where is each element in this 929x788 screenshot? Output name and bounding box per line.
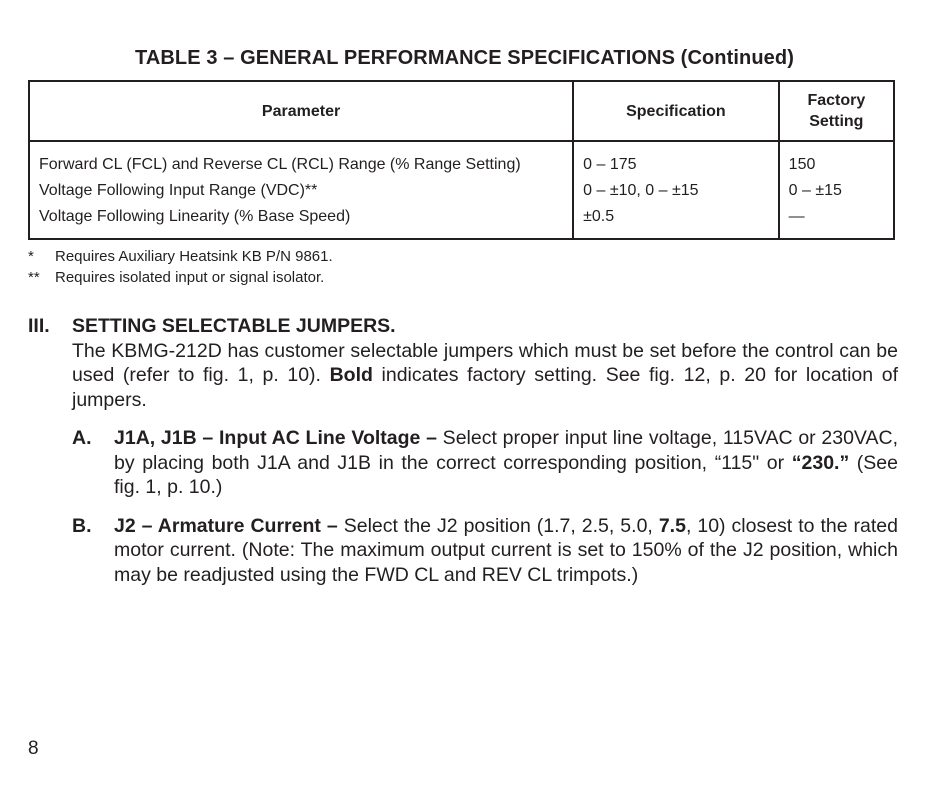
item-body xyxy=(114,514,898,588)
header-factory-line1: Factory xyxy=(807,92,866,109)
factory-cell: 150 xyxy=(788,156,816,173)
specification-cell: 0 – ±10, 0 – ±15 xyxy=(583,182,699,199)
jumper-item-j1 xyxy=(72,426,898,500)
item-bold-value: 7.5 xyxy=(658,514,686,537)
intro-text: The KBMG-212D has customer selectable jumpers which must be set before the control can be used (refer to fig. 1, p. 10). xyxy=(72,339,898,386)
item-title: J2 – Armature Current – xyxy=(114,514,338,537)
intro-text: indicates factory setting. See fig. 12, p. 20 for location of jumpers. xyxy=(72,364,899,411)
footnote-mark: * xyxy=(28,248,34,265)
parameter-cell: Voltage Following Input Range (VDC)** xyxy=(39,182,318,199)
header-factory-setting xyxy=(779,81,894,141)
footnotes xyxy=(28,246,333,288)
item-text: (See fig. 1, p. 10.) xyxy=(114,451,898,498)
header-specification: Specification xyxy=(573,81,779,141)
section-title: SETTING SELECTABLE JUMPERS. xyxy=(72,315,396,337)
jumper-item-j2 xyxy=(72,514,898,588)
jumper-section xyxy=(28,314,898,587)
section-heading xyxy=(28,314,898,339)
specification-cell: 0 – 175 xyxy=(583,156,637,173)
footnote-text: Requires Auxiliary Heatsink KB P/N 9861. xyxy=(55,248,333,265)
parameter-cell: Forward CL (FCL) and Reverse CL (RCL) Range (% Range Setting) xyxy=(39,156,521,173)
spec-table xyxy=(28,80,895,240)
item-marker: A. xyxy=(72,427,92,449)
item-marker: B. xyxy=(72,514,92,537)
factory-cell: 0 – ±15 xyxy=(788,182,842,199)
header-factory-line2: Setting xyxy=(809,113,864,130)
factory-setting-column xyxy=(779,141,894,239)
parameter-column xyxy=(29,141,573,239)
item-body xyxy=(114,426,898,500)
specification-cell: ±0.5 xyxy=(583,208,615,225)
item-text: Select the J2 position (1.7, 2.5, 5.0, xyxy=(337,514,659,537)
section-number: III. xyxy=(28,315,50,337)
header-parameter: Parameter xyxy=(29,81,573,141)
table-body-row xyxy=(29,141,894,239)
footnote-text: Requires isolated input or signal isolator. xyxy=(55,269,325,286)
item-text: Select proper input line voltage, 115VAC or 230VAC, by placing both J1A and J1B in the correct corresponding position, “115" or xyxy=(114,427,898,474)
footnote xyxy=(28,246,333,267)
parameter-cell: Voltage Following Linearity (% Base Speed) xyxy=(39,208,351,225)
table-header-row xyxy=(29,81,894,141)
item-title: J1A, J1B – Input AC Line Voltage – xyxy=(114,427,437,449)
footnote xyxy=(28,267,333,288)
intro-bold-text: Bold xyxy=(329,364,373,386)
section-intro xyxy=(72,339,898,413)
factory-cell: — xyxy=(788,208,805,225)
item-text: , 10) closest to the rated motor current. (Note: The maximum output current is set to 150% of the J2 position, which may be readjusted using the FWD CL and REV CL trimpots.) xyxy=(114,514,898,586)
specification-column xyxy=(573,141,779,239)
item-bold-value: “230.” xyxy=(791,451,850,474)
footnote-mark: ** xyxy=(28,269,40,286)
page-number: 8 xyxy=(28,738,39,759)
table-title: TABLE 3 – GENERAL PERFORMANCE SPECIFICATIONS (Continued) xyxy=(135,47,794,69)
